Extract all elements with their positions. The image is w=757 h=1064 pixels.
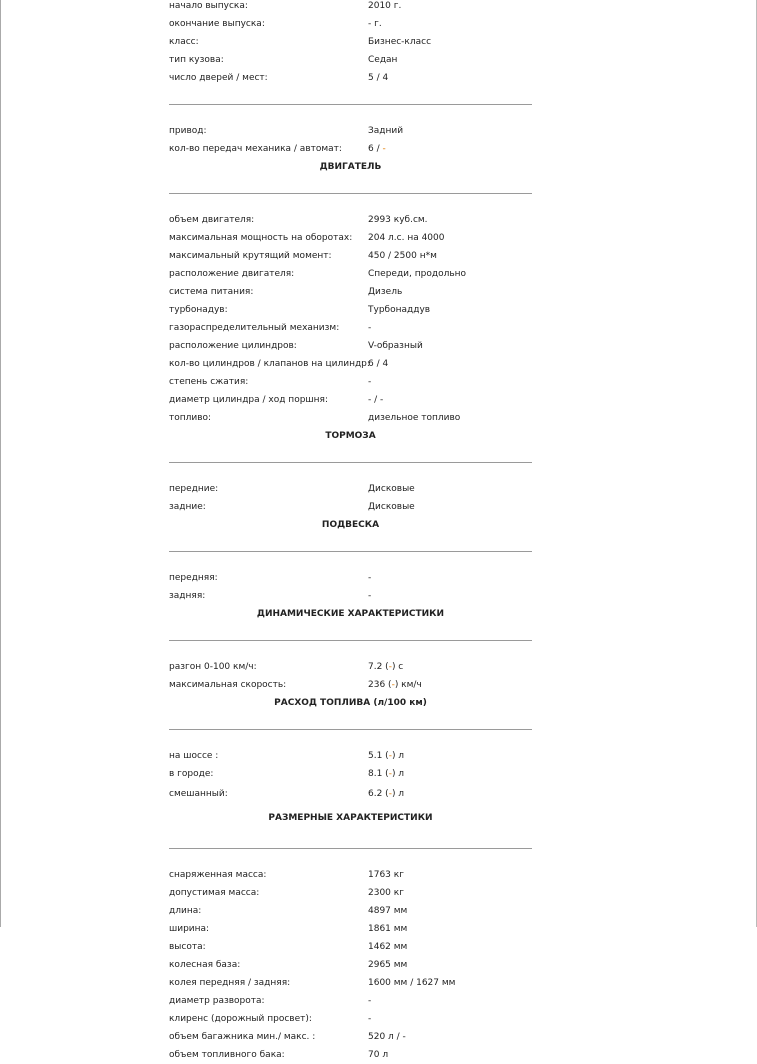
spec-value-unit: ) км/ч xyxy=(394,680,422,690)
spec-value: Бизнес-класс xyxy=(368,37,432,47)
spec-row xyxy=(169,15,532,33)
spec-value xyxy=(368,676,532,694)
spec-row xyxy=(169,676,532,694)
spec-label: турбонадув: xyxy=(169,305,228,315)
spec-row xyxy=(169,884,532,902)
spec-row xyxy=(169,956,532,974)
spec-label: объем топливного бака: xyxy=(169,1050,285,1060)
spec-value: дизельное топливо xyxy=(368,413,461,423)
section-title: РАЗМЕРНЫЕ ХАРАКТЕРИСТИКИ xyxy=(268,813,433,823)
spec-value: 6 / 4 xyxy=(368,359,389,369)
spec-row xyxy=(169,765,532,783)
section-divider xyxy=(169,176,532,194)
spec-label: разгон 0-100 км/ч: xyxy=(169,662,257,672)
spec-label: передние: xyxy=(169,484,219,494)
spec-value-main: 7.2 ( xyxy=(368,662,389,672)
spec-label: объем багажника мин./ макс. : xyxy=(169,1032,316,1042)
spec-value xyxy=(368,765,532,783)
spec-label: снаряженная масса: xyxy=(169,870,267,880)
section-divider xyxy=(169,534,532,552)
spec-label: газораспределительный механизм: xyxy=(169,323,340,333)
spec-label: задние: xyxy=(169,502,206,512)
spec-value: - xyxy=(368,591,372,601)
spec-row xyxy=(169,498,532,516)
spec-value-unit: ) л xyxy=(391,769,405,779)
spec-value-main: 6.2 ( xyxy=(368,789,389,799)
spec-row xyxy=(169,480,532,498)
spec-value: 1600 мм / 1627 мм xyxy=(368,978,456,988)
spec-value: 4897 мм xyxy=(368,906,408,916)
section-divider xyxy=(169,712,532,730)
spec-value: - xyxy=(368,1014,372,1024)
spec-value-unit: ) л xyxy=(391,789,405,799)
spec-value: 2010 г. xyxy=(368,1,402,11)
section-divider xyxy=(169,445,532,463)
spec-value: - xyxy=(368,323,372,333)
spec-value: 1861 мм xyxy=(368,924,408,934)
spec-label: система питания: xyxy=(169,287,254,297)
spec-value: 520 л / - xyxy=(368,1032,406,1042)
spec-value xyxy=(368,658,532,676)
spec-value: Дизель xyxy=(368,287,403,297)
spec-row xyxy=(169,355,532,373)
spec-row xyxy=(169,0,532,15)
spec-value: 70 л xyxy=(368,1050,389,1060)
spec-value-link[interactable]: - xyxy=(382,144,386,154)
spec-label: смешанный: xyxy=(169,789,228,799)
spec-label: в городе: xyxy=(169,769,214,779)
spec-label: степень сжатия: xyxy=(169,377,249,387)
spec-label: клиренс (дорожный просвет): xyxy=(169,1014,312,1024)
spec-value: 2993 куб.см. xyxy=(368,215,428,225)
spec-value: Дисковые xyxy=(368,484,415,494)
section-heading-engine xyxy=(169,158,532,176)
spec-row xyxy=(169,373,532,391)
spec-row xyxy=(169,283,532,301)
spec-value-main: 6 / xyxy=(368,144,383,154)
spec-row xyxy=(169,319,532,337)
spec-row xyxy=(169,866,532,884)
spacer xyxy=(169,463,532,481)
spec-label: ширина: xyxy=(169,924,210,934)
spec-value: 5 / 4 xyxy=(368,73,389,83)
spec-label: расположение цилиндров: xyxy=(169,341,297,351)
section-heading-brakes xyxy=(169,427,532,445)
spec-row xyxy=(169,974,532,992)
spec-label: объем двигателя: xyxy=(169,215,255,225)
section-divider xyxy=(169,87,532,105)
spec-row xyxy=(169,920,532,938)
spec-label: допустимая масса: xyxy=(169,888,260,898)
spec-label: диаметр разворота: xyxy=(169,996,265,1006)
spec-value-unit: ) с xyxy=(391,662,404,672)
spec-value-link[interactable]: - xyxy=(388,662,392,672)
spec-value: Седан xyxy=(368,55,398,65)
spec-row xyxy=(169,902,532,920)
spacer xyxy=(169,194,532,212)
spec-value: V-образный xyxy=(368,341,423,351)
spec-row xyxy=(169,1046,532,1064)
section-title: РАСХОД ТОПЛИВА (л/100 км) xyxy=(274,698,427,708)
spec-value: - г. xyxy=(368,19,382,29)
section-title: ТОРМОЗА xyxy=(325,431,376,441)
spacer xyxy=(169,641,532,659)
spec-row xyxy=(169,211,532,229)
section-divider xyxy=(169,831,532,849)
spec-value: Задний xyxy=(368,126,404,136)
section-title: ДВИГАТЕЛЬ xyxy=(319,162,382,172)
spec-value-main: 236 ( xyxy=(368,680,392,690)
spec-value: 1763 кг xyxy=(368,870,404,880)
spec-label: максимальный крутящий момент: xyxy=(169,251,332,261)
spec-value: - xyxy=(368,377,372,387)
spec-value: - / - xyxy=(368,395,384,405)
spec-label: длина: xyxy=(169,906,202,916)
section-heading-dimensions xyxy=(169,806,532,831)
spec-row xyxy=(169,69,532,87)
spec-value: 2965 мм xyxy=(368,960,408,970)
spec-value: Турбонаддув xyxy=(368,305,431,315)
spec-value-main: 8.1 ( xyxy=(368,769,389,779)
spec-value-link[interactable]: - xyxy=(388,751,392,761)
spacer xyxy=(169,105,532,123)
spec-label: расположение двигателя: xyxy=(169,269,295,279)
spec-label: высота: xyxy=(169,942,206,952)
spec-label: кол-во цилиндров / клапанов на цилиндр: xyxy=(169,359,370,369)
spec-row xyxy=(169,1010,532,1028)
spec-row xyxy=(169,1028,532,1046)
spacer xyxy=(169,730,532,748)
spec-value: 1462 мм xyxy=(368,942,408,952)
spec-row xyxy=(169,938,532,956)
spec-label: колесная база: xyxy=(169,960,241,970)
spec-label: колея передняя / задняя: xyxy=(169,978,291,988)
spec-value: Спереди, продольно xyxy=(368,269,467,279)
car-spec-table xyxy=(169,0,532,1064)
spacer xyxy=(169,552,532,570)
spec-value: 204 л.с. на 4000 xyxy=(368,233,445,243)
section-heading-suspension xyxy=(169,516,532,534)
spec-row xyxy=(169,301,532,319)
spec-label: задняя: xyxy=(169,591,206,601)
spec-value-link[interactable]: - xyxy=(391,680,395,690)
spec-label: окончание выпуска: xyxy=(169,19,265,29)
spec-value-main: 5.1 ( xyxy=(368,751,389,761)
spec-row xyxy=(169,337,532,355)
spec-label: класс: xyxy=(169,37,199,47)
spec-value xyxy=(368,747,532,765)
spec-row xyxy=(169,265,532,283)
spec-label: диаметр цилиндра / ход поршня: xyxy=(169,395,328,405)
spec-row xyxy=(169,247,532,265)
page-left-border xyxy=(0,0,1,927)
spec-row xyxy=(169,51,532,69)
spec-value xyxy=(368,140,532,158)
spec-value: 450 / 2500 н*м xyxy=(368,251,437,261)
spacer xyxy=(169,849,532,867)
spec-value-unit: ) л xyxy=(391,751,405,761)
spec-label: тип кузова: xyxy=(169,55,224,65)
spec-row xyxy=(169,587,532,605)
spec-row xyxy=(169,229,532,247)
spec-label: начало выпуска: xyxy=(169,1,248,11)
spec-label: топливо: xyxy=(169,413,212,423)
section-heading-dynamics xyxy=(169,605,532,623)
spec-row xyxy=(169,33,532,51)
spec-label: максимальная скорость: xyxy=(169,680,287,690)
spec-label: на шоссе : xyxy=(169,751,219,761)
spec-row xyxy=(169,140,532,158)
spec-row xyxy=(169,409,532,427)
spec-row xyxy=(169,122,532,140)
spec-row xyxy=(169,783,532,806)
spec-row xyxy=(169,992,532,1010)
spec-label: максимальная мощность на оборотах: xyxy=(169,233,353,243)
spec-row xyxy=(169,391,532,409)
spec-row xyxy=(169,658,532,676)
spec-value-link[interactable]: - xyxy=(388,789,392,799)
spec-row xyxy=(169,747,532,765)
section-title: ПОДВЕСКА xyxy=(321,520,380,530)
spec-value: - xyxy=(368,996,372,1006)
section-heading-fuel xyxy=(169,694,532,712)
section-divider xyxy=(169,623,532,641)
spec-value: 2300 кг xyxy=(368,888,404,898)
spec-label: передняя: xyxy=(169,573,218,583)
spec-label: число дверей / мест: xyxy=(169,73,268,83)
spec-value xyxy=(368,783,532,806)
spec-value-link[interactable]: - xyxy=(388,769,392,779)
spec-value: - xyxy=(368,573,372,583)
spec-value: Дисковые xyxy=(368,502,415,512)
section-title: ДИНАМИЧЕСКИЕ ХАРАКТЕРИСТИКИ xyxy=(256,609,445,619)
spec-label: кол-во передач механика / автомат: xyxy=(169,144,342,154)
spec-label: привод: xyxy=(169,126,207,136)
spec-row xyxy=(169,569,532,587)
